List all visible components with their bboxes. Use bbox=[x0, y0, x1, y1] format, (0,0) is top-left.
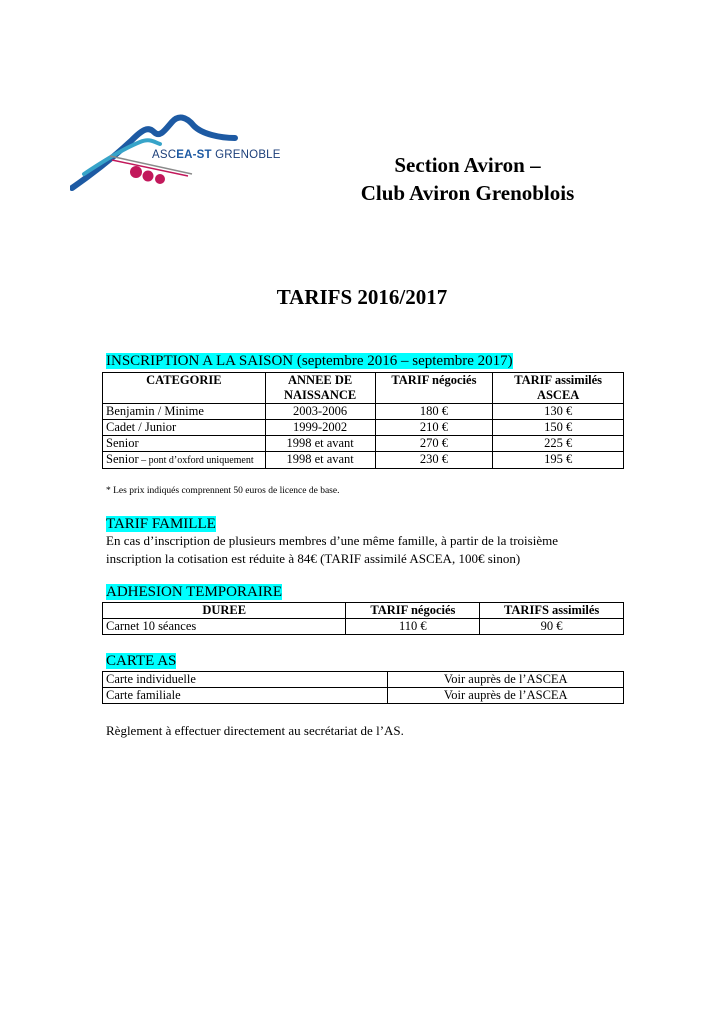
cell-tarif-negocies: 270 € bbox=[375, 436, 493, 452]
cell-categorie: Cadet / Junior bbox=[103, 420, 266, 436]
cell-annee: 2003-2006 bbox=[265, 404, 375, 420]
header-categorie: CATEGORIE bbox=[103, 373, 266, 404]
ascea-logo bbox=[70, 112, 285, 192]
cell-annee: 1998 et avant bbox=[265, 436, 375, 452]
cell-carte-value: Voir auprès de l’ASCEA bbox=[388, 688, 624, 704]
temporaire-table bbox=[102, 602, 624, 635]
table-header-row bbox=[103, 373, 624, 404]
table-row bbox=[103, 688, 624, 704]
table-row bbox=[103, 436, 624, 452]
table-row bbox=[103, 672, 624, 688]
header-tarifs-assimiles: TARIFS assimilés bbox=[480, 603, 624, 619]
cell-tarif-assimiles: 225 € bbox=[493, 436, 624, 452]
cell-tarif-assimiles: 150 € bbox=[493, 420, 624, 436]
header-annee: ANNEE DE NAISSANCE bbox=[265, 373, 375, 404]
cell-tarif-negocies: 210 € bbox=[375, 420, 493, 436]
inscription-note: * Les prix indiqués comprennent 50 euros de licence de base. bbox=[106, 486, 340, 496]
cell-tarif-negocies: 230 € bbox=[375, 452, 493, 469]
carte-table bbox=[102, 671, 624, 704]
cell-tarif-assimiles: 195 € bbox=[493, 452, 624, 469]
cell-categorie: Senior bbox=[103, 436, 266, 452]
table-row bbox=[103, 420, 624, 436]
main-title: TARIFS 2016/2017 bbox=[276, 285, 448, 309]
table-row bbox=[103, 452, 624, 469]
header-tarif-assimiles: TARIF assimilés ASCEA bbox=[493, 373, 624, 404]
cell-carte-label: Carte familiale bbox=[103, 688, 388, 704]
cell-carte-value: Voir auprès de l’ASCEA bbox=[388, 672, 624, 688]
famille-text-1: En cas d’inscription de plusieurs membres d’une même famille, à partir de la troisième bbox=[106, 533, 558, 548]
table-header-row bbox=[103, 603, 624, 619]
cell-tarif-negocies: 110 € bbox=[346, 619, 480, 635]
cell-carte-label: Carte individuelle bbox=[103, 672, 388, 688]
table-row bbox=[103, 404, 624, 420]
cell-annee: 1999-2002 bbox=[265, 420, 375, 436]
cell-tarif-assimiles: 90 € bbox=[480, 619, 624, 635]
cell-categorie: Senior – pont d’oxford uniquement bbox=[103, 452, 266, 469]
logo-text: ASCEA-ST GRENOBLE bbox=[152, 149, 281, 161]
famille-heading: TARIF FAMILLE bbox=[106, 516, 216, 532]
title-line-2: Club Aviron Grenoblois bbox=[360, 181, 575, 205]
inscription-heading: INSCRIPTION A LA SAISON (septembre 2016 – septembre 2017) bbox=[106, 353, 513, 369]
cell-duree: Carnet 10 séances bbox=[103, 619, 346, 635]
carte-heading: CARTE AS bbox=[106, 653, 177, 669]
inscription-table bbox=[102, 372, 624, 469]
cell-annee: 1998 et avant bbox=[265, 452, 375, 469]
reglement-text: Règlement à effectuer directement au secrétariat de l’AS. bbox=[106, 723, 404, 738]
header-tarif-negocies: TARIF négociés bbox=[346, 603, 480, 619]
cell-tarif-assimiles: 130 € bbox=[493, 404, 624, 420]
temporaire-heading: ADHESION TEMPORAIRE bbox=[106, 584, 282, 600]
cell-categorie: Benjamin / Minime bbox=[103, 404, 266, 420]
title-line-1: Section Aviron – bbox=[394, 153, 541, 177]
header-tarif-negocies: TARIF négociés bbox=[375, 373, 493, 404]
table-row bbox=[103, 619, 624, 635]
header-duree: DUREE bbox=[103, 603, 346, 619]
cell-tarif-negocies: 180 € bbox=[375, 404, 493, 420]
famille-text-2: inscription la cotisation est réduite à 84€ (TARIF assimilé ASCEA, 100€ sinon) bbox=[106, 551, 521, 566]
